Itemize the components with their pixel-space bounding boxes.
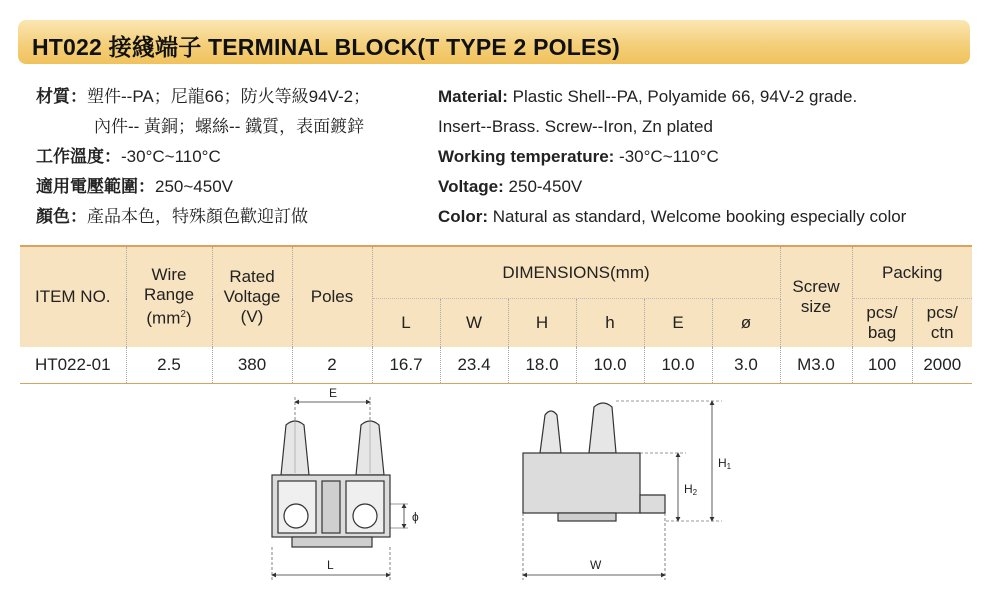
side-body xyxy=(523,453,640,513)
voltage-zh-label: 適用電壓範圍： xyxy=(36,177,155,196)
side-step xyxy=(640,495,665,513)
header-pcs-ctn xyxy=(912,299,972,348)
header-wire-range-sup: 2 xyxy=(180,309,186,321)
cell-dim-w: 23.4 xyxy=(440,347,508,384)
cell-dim-h-lower: 10.0 xyxy=(576,347,644,384)
cell-pcs-bag: 100 xyxy=(852,347,912,384)
voltage-en-value: 250-450V xyxy=(503,177,583,196)
cell-wire-range: 2.5 xyxy=(126,347,212,384)
cell-poles: 2 xyxy=(292,347,372,384)
material-en-line1 xyxy=(438,82,906,112)
header-poles: Poles xyxy=(292,246,372,347)
front-e-label: E xyxy=(329,386,338,400)
side-h2-sub: 2 xyxy=(692,488,698,497)
header-pcs-ctn-line1: pcs/ xyxy=(926,303,958,322)
material-en-line2: Insert--Brass. Screw--Iron, Zn plated xyxy=(438,117,713,136)
technical-drawings xyxy=(0,385,1000,600)
spec-table xyxy=(20,245,972,384)
voltage-zh-line xyxy=(36,172,370,202)
page-title: HT022 接綫端子 TERMINAL BLOCK(T TYPE 2 POLES) xyxy=(32,34,620,60)
color-zh-line xyxy=(36,202,370,232)
header-dim-h-lower: h xyxy=(576,299,644,348)
header-screw-size-line2: size xyxy=(800,297,832,316)
temp-zh-line xyxy=(36,142,370,172)
header-screw-size xyxy=(780,246,852,347)
front-phi-label: ϕ xyxy=(412,510,419,524)
material-en-value: Plastic Shell--PA, Polyamide 66, 94V-2 grade. xyxy=(507,87,858,106)
temp-zh-value: -30°C~110°C xyxy=(121,147,221,166)
side-base xyxy=(558,513,616,521)
temp-zh-label: 工作溫度： xyxy=(36,147,121,166)
side-w-label: W xyxy=(590,558,602,572)
specs-english xyxy=(438,82,906,232)
header-item-no: ITEM NO. xyxy=(20,246,126,347)
color-zh-label: 顏色： xyxy=(36,207,87,226)
header-wire-range-close: ) xyxy=(185,308,192,328)
temp-en-value: -30°C~110°C xyxy=(614,147,719,166)
header-wire-range-line2: Range xyxy=(143,285,195,305)
title-bar xyxy=(18,20,970,64)
header-screw-size-line1: Screw xyxy=(792,277,840,296)
header-dim-w: W xyxy=(440,299,508,348)
header-dimensions: DIMENSIONS(mm) xyxy=(372,246,780,299)
cell-dim-h-upper: 18.0 xyxy=(508,347,576,384)
voltage-en-line xyxy=(438,172,906,202)
temp-en-line xyxy=(438,142,906,172)
cell-rated-voltage: 380 xyxy=(212,347,292,384)
header-wire-range-line1: Wire xyxy=(151,265,187,285)
side-h2-letter: H xyxy=(684,482,693,496)
table-header-row-1 xyxy=(20,246,972,299)
header-rated-voltage-line1: Rated xyxy=(229,267,275,286)
header-pcs-bag-line2: bag xyxy=(867,323,897,342)
voltage-zh-value: 250~450V xyxy=(155,177,233,196)
header-rated-voltage-line2: Voltage xyxy=(223,287,281,306)
front-l-label: L xyxy=(327,558,334,572)
side-h1-sub: 1 xyxy=(726,462,732,471)
specs-chinese xyxy=(36,82,370,232)
cell-dim-e: 10.0 xyxy=(644,347,712,384)
cell-pcs-ctn: 2000 xyxy=(912,347,972,384)
cell-dim-l: 16.7 xyxy=(372,347,440,384)
side-h2-label xyxy=(684,482,698,497)
voltage-en-label: Voltage: xyxy=(438,177,504,196)
temp-en-label: Working temperature: xyxy=(438,147,615,166)
front-base xyxy=(292,537,372,547)
front-view-drawing xyxy=(272,397,408,580)
material-zh-line1 xyxy=(36,82,370,112)
material-zh-label: 材質： xyxy=(36,87,87,106)
side-h1-label xyxy=(718,456,732,471)
color-en-label: Color: xyxy=(438,207,489,226)
header-wire-range-line3 xyxy=(127,305,212,329)
side-left-tower xyxy=(540,411,561,453)
color-zh-value: 產品本色，特殊顏色歡迎訂做 xyxy=(87,207,308,226)
material-zh-value: 塑件--PA；尼龍66；防火等級94V-2； xyxy=(87,87,371,106)
header-rated-voltage xyxy=(212,246,292,347)
color-en-line xyxy=(438,202,906,232)
header-dim-phi: ø xyxy=(712,299,780,348)
cell-item-no: HT022-01 xyxy=(20,347,126,384)
header-rated-voltage-line3: (V) xyxy=(240,307,264,326)
header-pcs-bag-line1: pcs/ xyxy=(866,303,898,322)
header-dim-e: E xyxy=(644,299,712,348)
cell-dim-phi: 3.0 xyxy=(712,347,780,384)
front-left-hole xyxy=(284,504,308,528)
side-h1-letter: H xyxy=(718,456,727,470)
header-dim-h-upper: H xyxy=(508,299,576,348)
material-zh-line2: 內件-- 黃銅；螺絲-- 鐵質，表面鍍鋅 xyxy=(94,117,365,136)
front-right-hole xyxy=(353,504,377,528)
header-pcs-bag xyxy=(852,299,912,348)
side-right-tower xyxy=(589,403,616,453)
header-wire-range xyxy=(126,246,212,347)
table-row xyxy=(20,347,972,384)
material-en-label: Material: xyxy=(438,87,508,106)
header-wire-range-unit: (mm xyxy=(146,308,181,328)
color-en-value: Natural as standard, Welcome booking especially color xyxy=(488,207,907,226)
header-dim-l: L xyxy=(372,299,440,348)
cell-screw-size: M3.0 xyxy=(780,347,852,384)
header-pcs-ctn-line2: ctn xyxy=(930,323,954,342)
header-packing: Packing xyxy=(852,246,972,299)
